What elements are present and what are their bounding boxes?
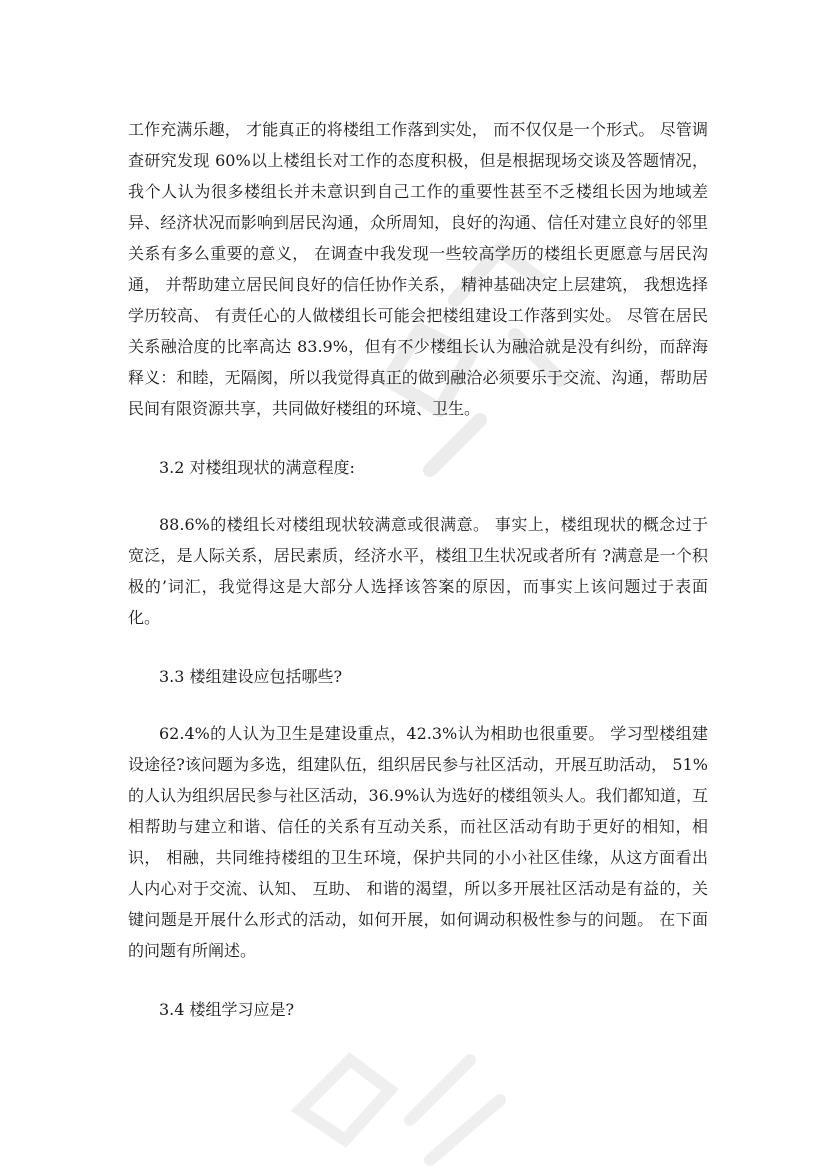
section-heading-3-2: 3.2 对楼组现状的满意程度: xyxy=(159,458,355,477)
paragraph-spacer xyxy=(128,483,708,509)
paragraph-spacer xyxy=(128,966,708,994)
paragraph-spacer xyxy=(128,633,708,661)
body-paragraph: 62.4%的人认为卫生是建设重点，42.3%认为相助也很重要。 学习型楼组建设途径?该问题为多选，组建队伍，组织居民参与社区活动，开展互助活动， 51%的人认为组织居民参与社区活动，36.9%认为选好的楼组领头人。我们都知道，互相帮助与建立和谐、信任的关系有互动关系，而社区活动有助于更好的相知，相识， 相融，共同维持楼组的卫生环境，保护共同的小小社区佳缘，从这方面看出人内心对于交流、认知、 互助、 和谐的渴望，所以多开展社区活动是有益的，关键问题是开展什么形式的活动，如何开展，如何调动积极性参与的问题。 在下面的问题有所阐述。 xyxy=(128,724,708,960)
section-heading-3-4: 3.4 楼组学习应是? xyxy=(159,1000,295,1019)
paragraph-spacer xyxy=(128,424,708,452)
body-paragraph: 工作充满乐趣， 才能真正的将楼组工作落到实处， 而不仅仅是一个形式。 尽管调查研究发现 60%以上楼组长对工作的态度积极，但是根据现场交谈及答题情况，我个人认为很多楼组长并未意识到自己工作的重要性甚至不乏楼组长因为地域差异、经济状况而影响到居民沟通，众所周知，良好的沟通、信任对建立良好的邻里关系有多么重要的意义， 在调查中我发现一些较高学历的楼组长更愿意与居民沟通， 并帮助建立居民间良好的信任协作关系， 精神基础决定上层建筑， 我想选择学历较高、 有责任心的人做楼组长可能会把楼组建设工作落到实处。 尽管在居民关系融洽度的比率高达 83.9%，但有不少楼组长认为融洽就是没有纠纷，而辞海释义：和睦，无隔阂，所以我觉得真正的做到融洽必须要乐于交流、沟通，帮助居民间有限资源共享，共同做好楼组的环境、卫生。 xyxy=(128,120,708,418)
section-heading-3-3: 3.3 楼组建设应包括哪些? xyxy=(159,667,343,686)
document-body xyxy=(128,114,708,1025)
paragraph-spacer xyxy=(128,692,708,718)
body-paragraph: 88.6%的楼组长对楼组现状较满意或很满意。 事实上，楼组现状的概念过于宽泛，是人际关系，居民素质，经济水平，楼组卫生状况或者所有 ?满意是一个积极的’词汇，我觉得这是大部分人选择该答案的原因，而事实上该问题过于表面化。 xyxy=(128,515,708,627)
